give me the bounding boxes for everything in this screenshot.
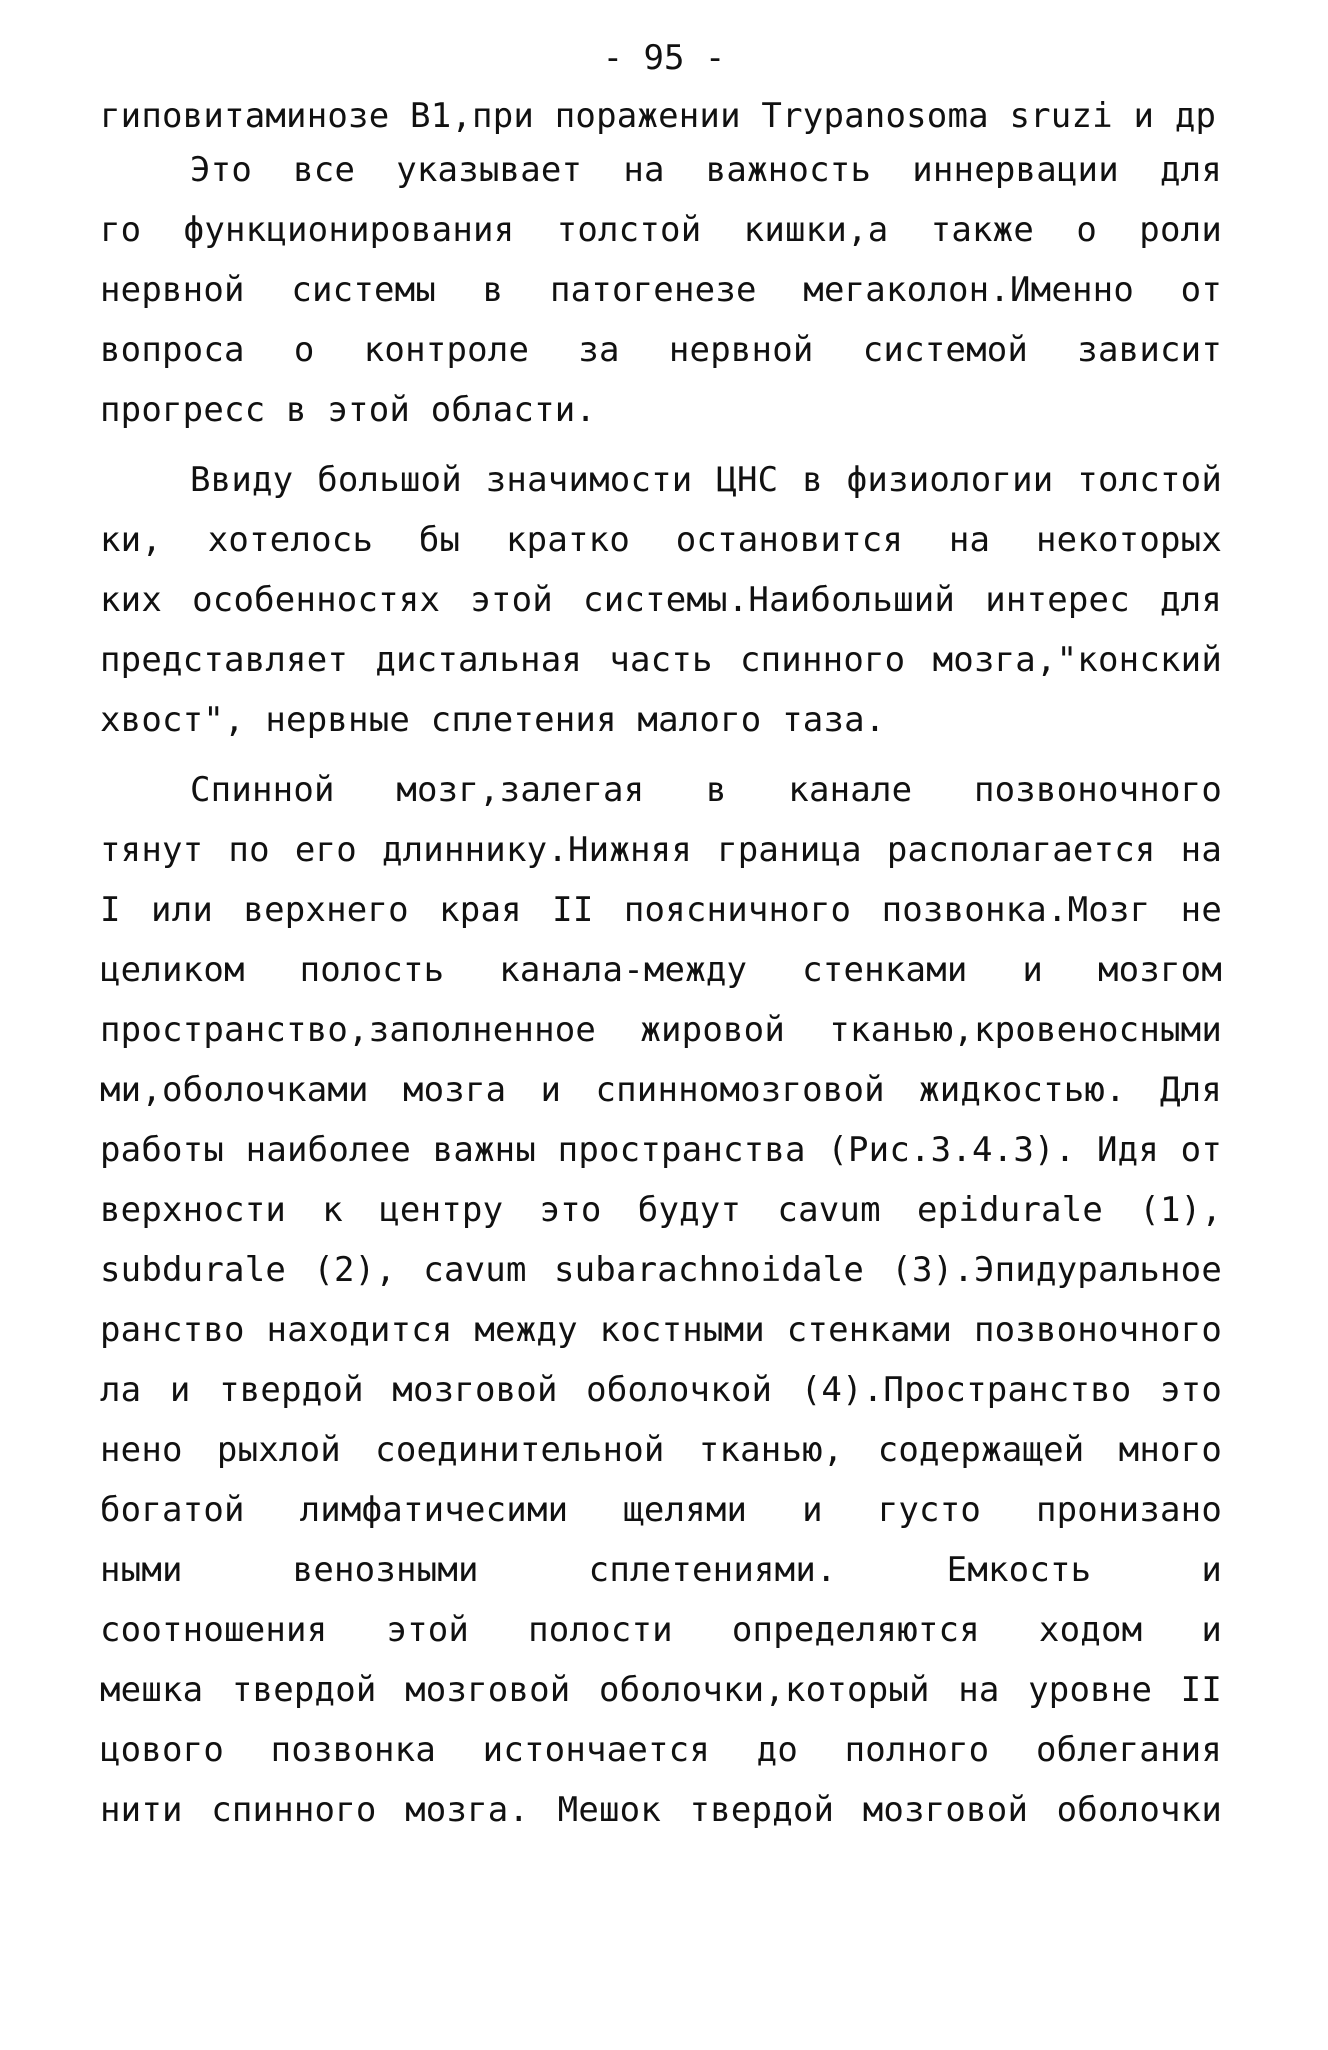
text-line: Спинной мозг,залегая в канале позвоночного (190, 770, 1222, 810)
text-line: ранство находится между костными стенками позвоночного (100, 1310, 1222, 1350)
text-line: богатой лимфатичесими щелями и густо пронизано (100, 1490, 1222, 1530)
text-line: нервной системы в патогенезе мегаколон.Именно от (100, 270, 1222, 310)
text-line: вопроса о контроле за нервной системой зависит (100, 330, 1222, 370)
text-line: представляет дистальная часть спинного мозга,"конский (100, 640, 1222, 680)
text-line: тянут по его длиннику.Нижняя граница располагается на (100, 830, 1222, 870)
text-line: прогресс в этой области. (100, 390, 597, 430)
text-line: гиповитаминозе B1,при поражении Trypanosoma sruzi и др (100, 96, 1217, 136)
text-line: верхности к центру это будут cavum epidurale (1), (100, 1190, 1222, 1230)
text-line: ких особенностях этой системы.Наибольший интерес для (100, 580, 1222, 620)
text-line: работы наиболее важны пространства (Рис.3.4.3). Идя от (100, 1130, 1222, 1170)
text-line: ла и твердой мозговой оболочкой (4).Пространство это (100, 1370, 1222, 1410)
text-line: subdurale (2), cavum subarachnoidale (3).Эпидуральное (100, 1250, 1222, 1290)
text-line: хвост", нервные сплетения малого таза. (100, 700, 886, 740)
text-line: нено рыхлой соединительной тканью, содержащей много (100, 1430, 1222, 1470)
text-line: I или верхнего края II поясничного позвонка.Мозг не (100, 890, 1222, 930)
text-line: ными венозными сплетениями. Емкость и (100, 1550, 1222, 1590)
text-line: соотношения этой полости определяются ходом и (100, 1610, 1222, 1650)
text-line: го функционирования толстой кишки,а также о роли (100, 210, 1222, 250)
page-number: - 95 - (602, 38, 726, 78)
text-line: целиком полость канала-между стенками и мозгом (100, 950, 1222, 990)
text-line: цового позвонка истончается до полного облегания (100, 1730, 1222, 1770)
text-line: ки, хотелось бы кратко остановится на некоторых (100, 520, 1222, 560)
text-line: мешка твердой мозговой оболочки,который на уровне II (100, 1670, 1222, 1710)
text-line: пространство,заполненное жировой тканью,кровеносными (100, 1010, 1222, 1050)
text-line: Это все указывает на важность иннервации для (190, 150, 1222, 190)
text-line: ми,оболочками мозга и спинномозговой жидкостью. Для (100, 1070, 1222, 1110)
text-line: Ввиду большой значимости ЦНС в физиологии толстой (190, 460, 1222, 500)
text-line: нити спинного мозга. Мешок твердой мозговой оболочки (100, 1790, 1222, 1830)
